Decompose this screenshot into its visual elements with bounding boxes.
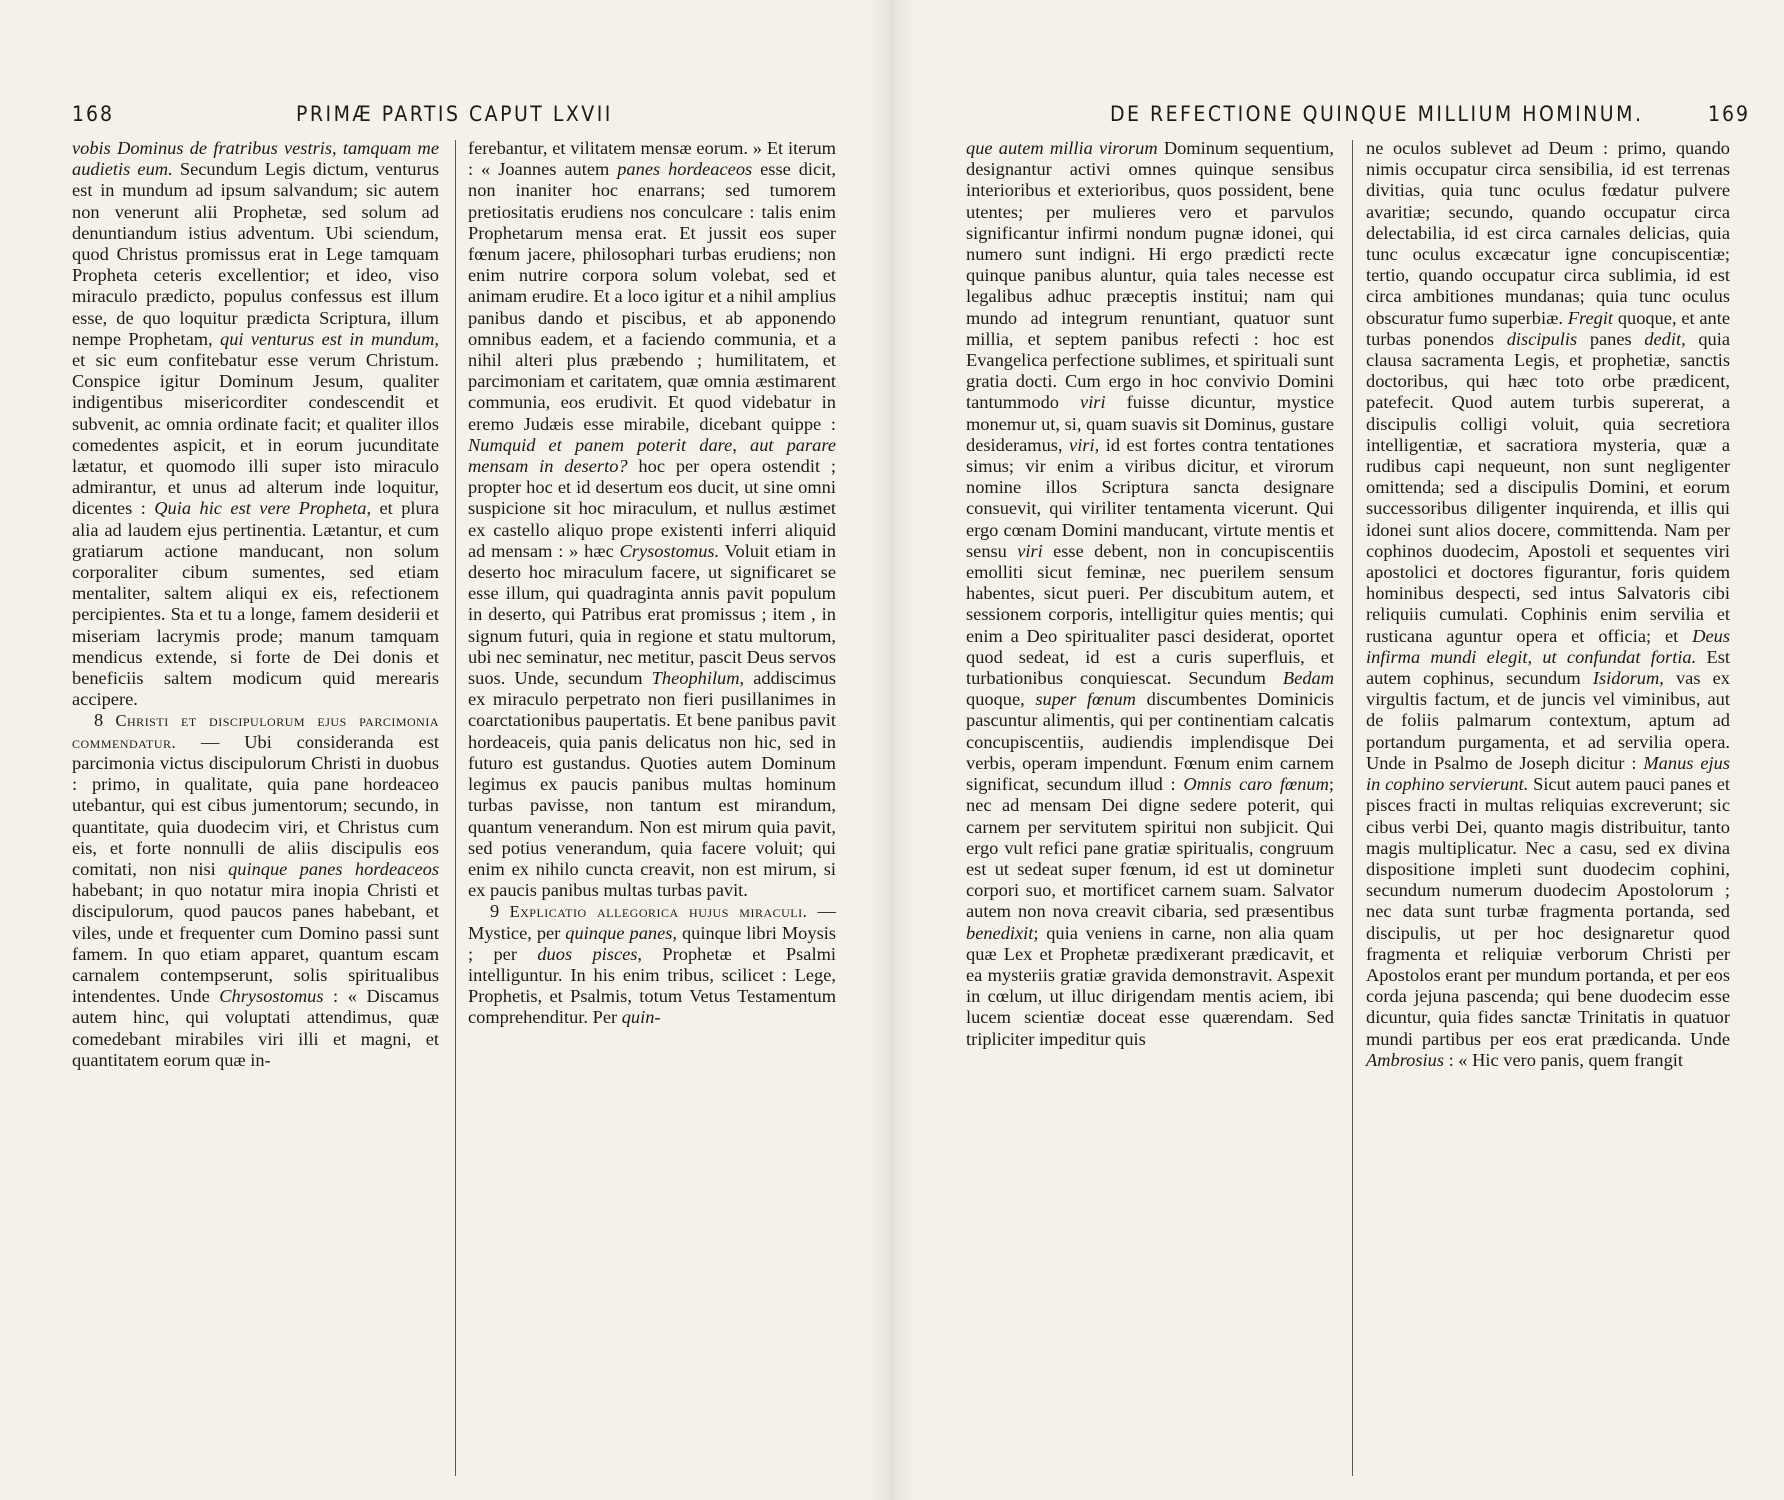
- paragraph: ne oculos sublevet ad Deum : primo, quando nimis occupatur circa sensibilia, id est terrenas divitias, quia tunc oculus fœdatur pulvere avaritiæ; secundo, quando occupatur circa delectabilia, id est circa carnales delicias, quia tunc oculus excæcatur igne concupiscentiæ; tertio, quando occupatur circa sublimia, id est circa ambitiones mundanas; quia tunc oculus obscuratur fumo superbiæ. Fregit quoque, et ante turbas ponendos discipulis panes dedit, quia clausa sacramenta Legis, et prophetiæ, sanctis doctoribus, qui hæc toto orbe prædicent, patefecit. Quod autem turbis supererat, a discipulis colligi voluit, quia secretiora intelligentiæ, et sacratiora mysteria, quæ a rudibus capi nequeunt, non sunt negligenter omittenda; sed a discipulis Domini, et eorum successoribus diligenter inquirenda, et illis qui idonei sunt alios docere, committenda. Nam per cophinos duodecim, Apostoli et sequentes viri apostolici et doctores figurantur, foris quidem hominibus despecti, sed intus Salvatoris cibi reliquiis cumulati. Cophinis enim servilia et rusticana aguntur opera et officia; et Deus infirma mundi elegit, ut confundat fortia. Est autem cophinus, secundum Isidorum, vas ex virgultis factum, et de juncis vel viminibus, aut de foliis palmarum contextum, aptum ad portandum purgamenta, et ad servilia opera. Unde in Psalmo de Joseph dicitur : Manus ejus in cophino servierunt. Sicut autem pauci panes et pisces fracti in multas reliquias excreverunt; sic cibus verbi Dei, quanto magis distribuitur, tanto magis multiplicatur. Nec a casu, sed ex divina dispositione impleti sunt duodecim cophini, secundum numerum duodecim Apostolorum ; nec data sunt turbæ fragmenta portanda, sed discipulis, ut per hoc designaretur quod fragmenta et reliquiæ verborum Christi per Apostolos erant per mundum portanda, et per eos corda jejuna pascenda; qui bene duodecim esse dicuntur, quia fides sanctæ Trinitatis in quatuor mundi partibus per eos erat prædicanda. Unde Ambrosius : « Hic vero panis, quem frangit: [1366, 138, 1730, 1070]
- page-number: 168: [72, 102, 115, 126]
- text-column-1: [966, 138, 1334, 1050]
- text-column-2: [1366, 138, 1730, 1071]
- paragraph: ferebantur, et vilitatem mensæ eorum. » Et iterum : « Joannes autem panes hordeaceos esse dicit, non inaniter hoc enarrans; sed tumorem pretiositatis erudiens nos conculcare : talis enim Prophetarum mensa erat. Et jussit eos super fœnum jacere, philosophari turbas erudiens; non enim nutrire corpora solum volebat, sed et animam erudire. Et a loco igitur et a nihil amplius panibus dando et piscibus, et ab apponendo omnibus eadem, et a faciendo communia, et a nihil alteri plus præbendo ; humilitatem, et parcimoniam et caritatem, quæ omnia æstimarent communia, eos erudivit. Et quod videbatur in eremo Judæis esse mirabile, dicebant quippe : Numquid et panem poterit dare, aut parare mensam in deserto? hoc per opera ostendit ; propter hoc et id desertum eos ducit, ut sine omni suspicione sit hoc miraculum, et nullus æstimet ex castello aliquo prope existenti inferri aliquid ad mensam : » hæc Crysostomus. Voluit etiam in deserto hoc miraculum facere, ut significaret se esse illum, qui quadraginta annis pavit populum in deserto, qui Patribus erat promissus ; item , in signum futuri, quia in regione et statu multorum, ubi nec seminatur, nec metitur, pascit Deus servos suos. Unde, secundum Theophilum, addiscimus ex miraculo perpetrato non fieri pusillanimes in coarctationibus paupertatis. Et bene panibus pavit hordeaceis, quia panis delicatus non hic, sed in futuro est gustandus. Quoties autem Dominum legimus ex paucis panibus multas hominum turbas pavisse, non tantum est mirandum, quantum venerandum. Non est mirum quia pavit, sed potius venerandum, quia facere voluit; qui enim ex nihilo cuncta creavit, non est mirum, si ex paucis panibus multas turbas pavit.: [468, 138, 836, 901]
- section-8: 8 Christi et discipulorum ejus parcimonia commendatur. — Ubi consideranda est parcimonia victus discipulorum Christi in duobus : primo, in qualitate, quia pane hordeaceo utebantur, qui est cibus jumentorum; secundo, in quantitate, quia duodecim viri, et Christus cum eis, et forte nonnulli de aliis discipulis eos comitati, non nisi quinque panes hordeaceos habebant; in quo notatur mira inopia Christi et discipulorum, quod paucos panes habebant, et viles, unde et frequenter cum Domino passi sunt famem. In quo etiam apparet, quantum escam carnalem contempserunt, solis spiritualibus intendentes. Unde Chrysostomus : « Discamus autem hinc, qui voluptati attendimus, quæ comedebant mirabiles viri illi et magni, et quantitatem eorum quæ in-: [72, 710, 440, 1070]
- section-heading: Christi et discipulorum ejus parcimonia commendatur.: [72, 711, 439, 752]
- paragraph: que autem millia virorum Dominum sequentium, designantur activi omnes quinque sensibus interioribus et exterioribus, quos possident, bene utentes; per mulieres vero et parvulos significantur infirmi nondum pugnæ idonei, qui numero sunt indigni. Hi ergo prædicti recte quinque panibus aluntur, quia tales necesse est legalibus adhuc præceptis institui; nam qui mundo ad integrum renuntiant, quatuor sunt millia, et septem panibus refecti : hoc est Evangelica perfectione sublimes, et spirituali sunt gratia docti. Cum ergo in hoc convivio Domini tantummodo viri fuisse dicuntur, mystice monemur ut, si, quam suavis sit Dominus, gustare desideramus, viri, id est fortes contra tentationes simus; vir enim a viribus dicitur, et virorum nomine illos Scriptura sancta designare consuevit, qui viriliter tentamenta vicerunt. Qui ergo cœnam Domini manducant, virtute mentis et sensu viri esse debent, non in concupiscentiis emolliti sicut feminæ, nec puerilem sensum habentes, sicut pueri. Per discubitum autem, et sessionem corporis, intelligitur quies mentis; qui enim a Deo spiritualiter pasci desiderat, oportet quod sedeat, id est a curis superfluis, et turbationibus conquiescat. Secundum Bedam quoque, super fœnum discumbentes Dominicis pascuntur alimentis, qui per continentiam calcatis concupiscentiis, audiendis implendisque Dei verbis, operam impendunt. Fœnum enim carnem significat, secundum illud : Omnis caro fœnum; nec ad mensam Dei digne sedere poterit, qui carnem per servitutem spiritui non subjicit. Qui ergo vult refici pane gratiæ spiritualis, congruum est ut sedeat super fœnum, id est ut dominetur corpori suo, et mortificet carnem suam. Salvator autem non nova creavit cibaria, sed præsentibus benedixit; quia veniens in carne, non alia quam quæ Lex et Prophetæ prædixerant prædicavit, et ea mysteriis gratiæ gravida demonstravit. Aspexit in cœlum, ut illuc dirigendam mentis aciem, ibi lucem scientiæ doceat esse quærendam. Sed tripliciter impeditur quis: [966, 138, 1335, 1049]
- text-column-2: [468, 138, 836, 1029]
- paragraph: vobis Dominus de fratribus vestris, tamquam me audietis eum. Secundum Legis dictum, venturus est in mundum ad ipsum salvandum; sic autem non venerunt alii Prophetæ, sed solum ad denuntiandum istius adventum. Ubi sciendum, quod Christus promissus erat in Lege tamquam Propheta ceteris excellentior; et ideo, viso miraculo prædicto, populus confessus est illum esse, de quo loquitur prædicta Scriptura, illum nempe Prophetam, qui venturus est in mundum, et sic eum confitebatur esse verum Christum. Conspice igitur Dominum Jesum, qualiter indigentibus misericorditer condescendit et subvenit, ac omnia ordinate facit; et qualiter illos comedentes aspicit, et in eorum jucunditate lætatur, et quomodo illi super isto miraculo admirantur, et unus ad alterum inde loquitur, dicentes : Quia hic est vere Propheta, et plura alia ad laudem ejus pertinentia. Lætantur, et cum gratiarum actione manducant, non solum corporaliter cibum sumentes, sed etiam mentaliter, saltem aliqui ex eis, refectionem percipientes. Sta et tu a longe, famem desiderii et miseriam lacrymis prode; manum tamquam mendicus extende, si forte de Dei donis et beneficiis saltem modicum quid merearis accipere.: [72, 138, 439, 710]
- running-title: DE REFECTIONE QUINQUE MILLIUM HOMINUM.: [1110, 102, 1644, 126]
- column-divider: [455, 140, 456, 1476]
- text-column-1: [72, 138, 439, 1071]
- section-9: 9 Explicatio allegorica hujus miraculi. — Mystice, per quinque panes, quinque libri Moysis ; per duos pisces, Prophetæ et Psalmi intelliguntur. In his enim tribus, scilicet : Lege, Prophetis, et Psalmis, totum Vetus Testamentum comprehenditur. Per quin-: [468, 901, 836, 1028]
- running-title: PRIMÆ PARTIS CAPUT LXVII: [296, 102, 613, 126]
- section-heading: Explicatio allegorica hujus miraculi.: [509, 902, 808, 922]
- page-number: 169: [1708, 102, 1751, 126]
- column-divider: [1352, 140, 1353, 1476]
- right-page: [892, 0, 1784, 1500]
